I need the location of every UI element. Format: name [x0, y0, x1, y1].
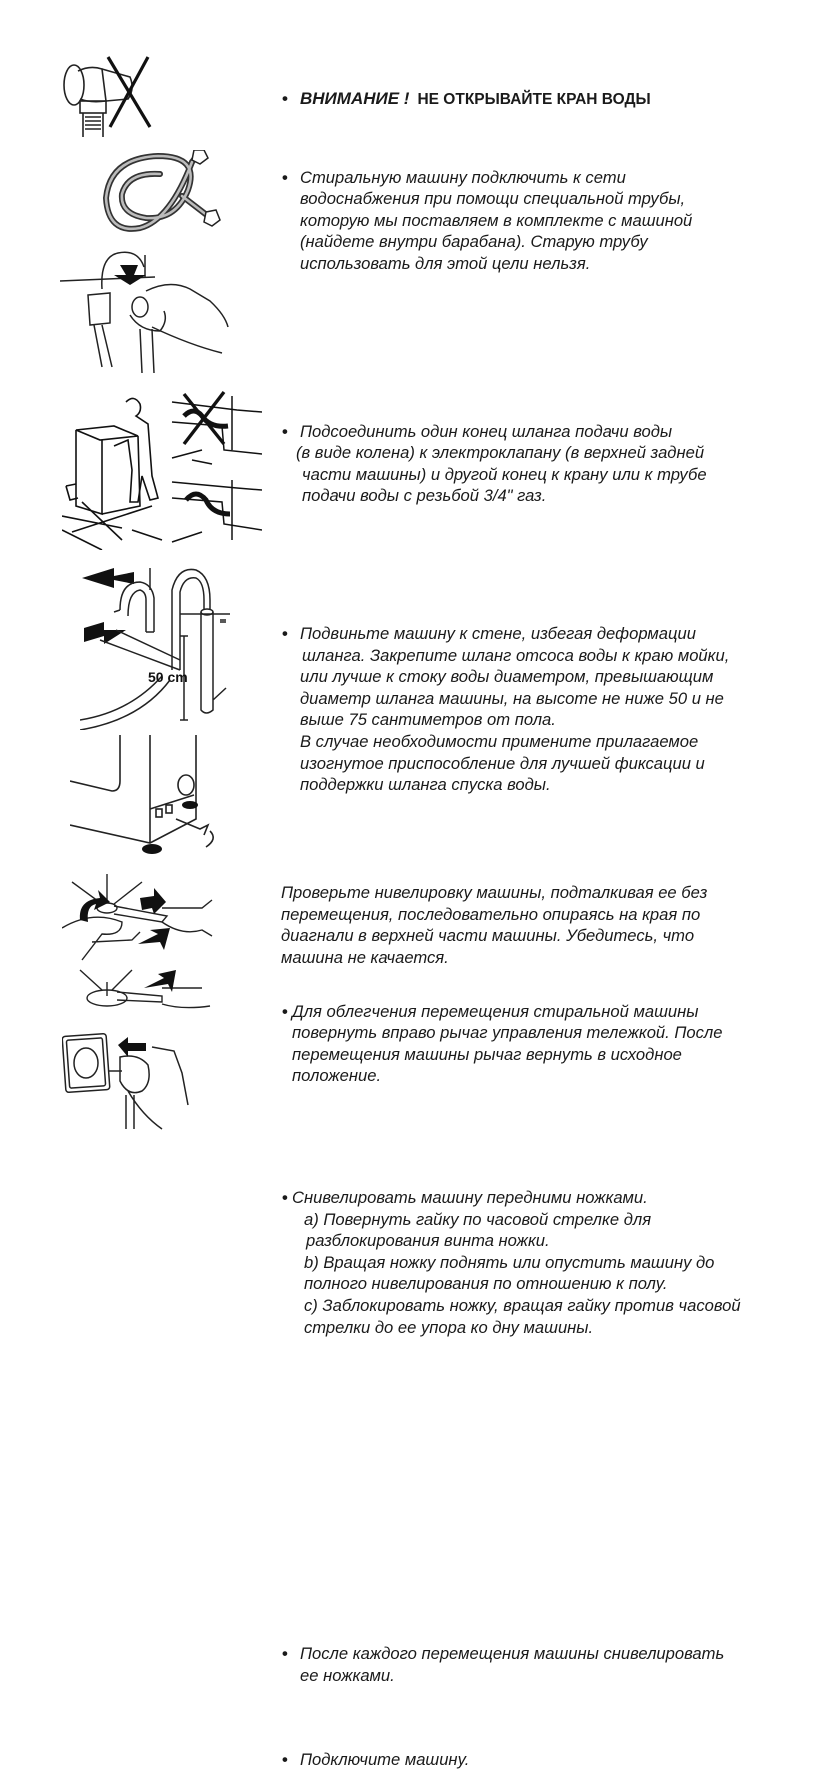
wrench-hand-icon	[62, 870, 232, 1010]
text-line: машина не качается.	[281, 947, 449, 967]
drain-hose-bracket-icon	[80, 560, 250, 730]
text-line: водоснабжения при помощи специальной трубы,	[300, 189, 686, 209]
person-pushing-machine-icon	[62, 390, 262, 550]
text-line: положение.	[292, 1066, 382, 1086]
supply-hose-illustration	[100, 150, 230, 240]
text-line: диагнали в верхней части машины. Убедитесь, что	[281, 926, 695, 946]
power-plug-icon	[62, 1025, 202, 1135]
text-line: c) Заблокировать ножку, вращая гайку против часовой	[304, 1296, 741, 1316]
drain-placement-illustration	[62, 390, 262, 550]
text-line: • Подсоединить один конец шланга подачи воды	[300, 421, 673, 441]
text-line: изогнутое приспособление для лучшей фиксации и	[300, 753, 705, 773]
arrow-right-icon	[84, 622, 126, 644]
section-drain-hose	[282, 623, 810, 796]
drain-hose-height-illustration	[80, 560, 250, 730]
text-line: ее ножками.	[300, 1665, 395, 1685]
coiled-hose-icon	[100, 150, 230, 240]
text-line: • После каждого перемещения машины снивелировать	[300, 1644, 725, 1664]
text-line: повернуть вправо рычаг управления тележкой. После	[292, 1023, 723, 1043]
text-line: или лучше к стоку воды диаметром, превышающим	[300, 667, 714, 687]
text-line: (найдете внутри барабана). Старую трубу	[300, 232, 648, 252]
height-label: 50 cm	[148, 669, 188, 685]
text-line: использовать для этой цели нельзя.	[300, 253, 591, 273]
text-line: шланга. Закрепите шланг отсоса воды к краю мойки,	[302, 645, 730, 665]
arrow-up-icon	[144, 970, 176, 992]
text-line: полного нивелирования по отношению к полу.	[304, 1274, 668, 1294]
text-line: • Снивелировать машину передними ножками.	[292, 1188, 648, 1208]
water-tap-icon	[60, 55, 160, 145]
text-line: a) Повернуть гайку по часовой стрелке для	[304, 1209, 652, 1229]
text-line: • Подключите машину.	[300, 1750, 470, 1770]
text-line: стрелки до ее упора ко дну машины.	[304, 1317, 594, 1337]
warning-heading	[282, 88, 840, 111]
plug-in-illustration	[62, 1025, 202, 1135]
hand-tightening-icon	[60, 245, 230, 375]
rotate-arrow-icon	[140, 888, 166, 914]
warning-label: ВНИМАНИЕ !	[300, 89, 410, 108]
arrow-left-icon	[82, 568, 134, 588]
text-line: диаметр шланга машины, на высоте не ниже 50 и не	[300, 688, 724, 708]
arrow-left-icon	[118, 1037, 146, 1057]
leveling-foot-illustration	[70, 735, 230, 860]
text-line: • Стиральную машину подключить к сети	[300, 167, 626, 187]
section-hose-supply	[282, 167, 800, 275]
machine-foot-icon	[70, 735, 230, 860]
text-line: • Для облегчения перемещения стиральной машины	[292, 1001, 699, 1021]
section-check-level	[281, 882, 796, 968]
text-line: подачи воды с резьбой 3/4" газ.	[302, 486, 547, 506]
text-line: выше 75 сантиметров от пола.	[300, 710, 556, 730]
text-line: части машины) и другой конец к крану или к трубе	[302, 464, 707, 484]
section-trolley-lever	[282, 1001, 810, 1087]
text-line: перемещения, последовательно опираясь на края по	[281, 904, 701, 924]
text-line: В случае необходимости примените прилагаемое	[300, 731, 699, 751]
text-line: перемещения машины рычаг вернуть в исходное	[292, 1044, 682, 1064]
text-line: Проверьте нивелировку машины, подталкивая ее без	[281, 883, 708, 902]
text-line: • Подвиньте машину к стене, избегая деформации	[300, 623, 696, 643]
wrench-leveling-illustration	[62, 870, 232, 1010]
valve-connect-illustration	[60, 245, 230, 375]
text-line: b) Вращая ножку поднять или опустить машину до	[304, 1252, 715, 1272]
section-relevel	[282, 1643, 810, 1686]
tap-crossed-illustration	[60, 55, 160, 145]
warning-text: НЕ ОТКРЫВАЙТЕ КРАН ВОДЫ	[417, 91, 651, 108]
section-connect-hose	[282, 421, 800, 507]
text-line: разблокирования винта ножки.	[306, 1231, 550, 1251]
section-plug-in	[282, 1749, 810, 1771]
text-line: (в виде колена) к электроклапану (в верхней задней	[296, 443, 705, 463]
cross-mark-icon	[108, 57, 150, 127]
arrow-up-icon	[138, 928, 170, 950]
section-level-feet	[282, 1187, 815, 1338]
text-line: которую мы поставляем в комплекте с машиной	[300, 210, 693, 230]
rotate-arrow-icon	[114, 265, 146, 285]
cross-mark-icon	[184, 392, 224, 444]
text-line: поддержки шланга спуска воды.	[300, 775, 551, 795]
